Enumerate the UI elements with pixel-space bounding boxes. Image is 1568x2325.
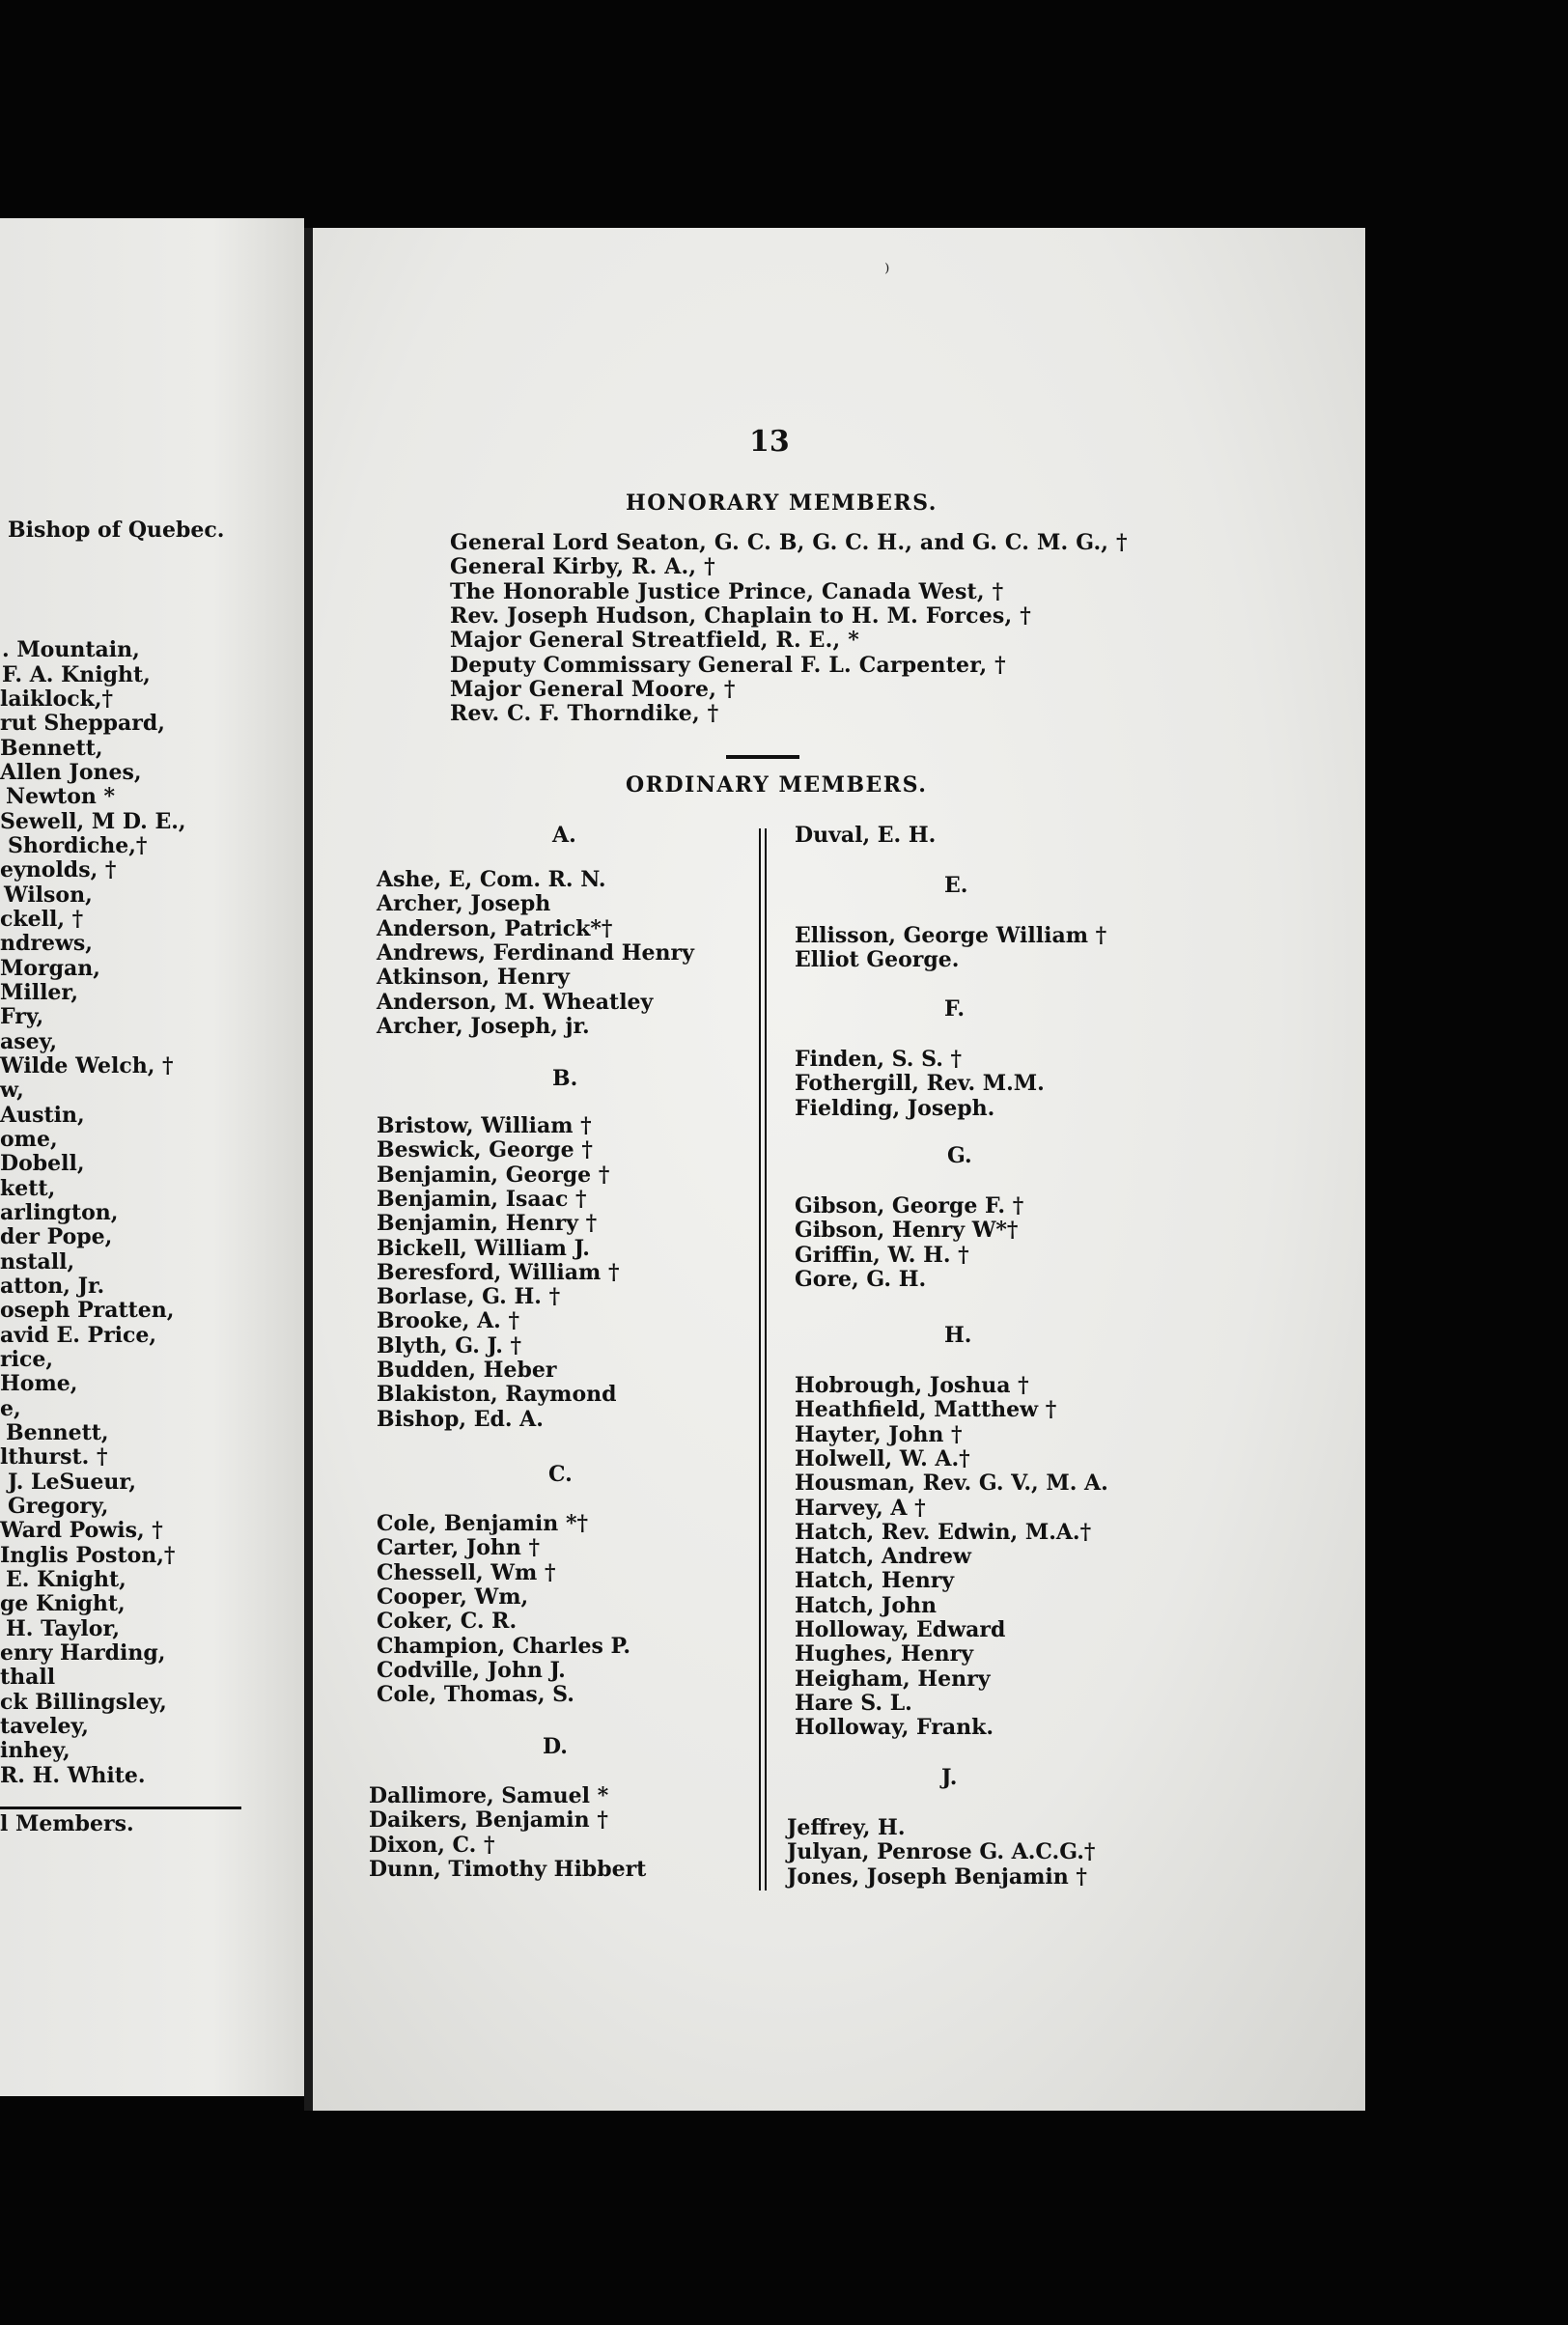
member-entry: Heathfield, Matthew † bbox=[795, 1397, 1057, 1423]
margin-mark: ⁾ bbox=[884, 261, 890, 285]
left-fragment-line: Wilson, bbox=[4, 882, 93, 908]
member-entry: Codville, John J. bbox=[377, 1657, 566, 1683]
member-entry: Jones, Joseph Benjamin † bbox=[787, 1863, 1087, 1890]
left-fragment-line: l Members. bbox=[0, 1811, 134, 1836]
member-entry: Blyth, G. J. † bbox=[377, 1332, 522, 1359]
member-entry: Bickell, William J. bbox=[377, 1235, 590, 1261]
member-entry: Daikers, Benjamin † bbox=[369, 1807, 608, 1834]
member-entry: Carter, John † bbox=[377, 1535, 541, 1561]
member-entry: Cole, Benjamin *† bbox=[377, 1511, 588, 1536]
honorary-member: General Lord Seaton, G. C. B, G. C. H., and G. C. M. G., † bbox=[450, 530, 1128, 555]
member-entry: Harvey, A † bbox=[795, 1495, 926, 1521]
section-letter: A. bbox=[552, 823, 576, 848]
left-fragment-line: atton, Jr. bbox=[0, 1274, 105, 1299]
member-entry: Elliot George. bbox=[795, 947, 960, 973]
left-fragment-line: taveley, bbox=[0, 1714, 89, 1739]
member-entry: Benjamin, George † bbox=[377, 1162, 610, 1188]
member-entry: Budden, Heber bbox=[377, 1358, 557, 1383]
left-fragment-line: nstall, bbox=[0, 1249, 75, 1275]
left-fragment-line: Allen Jones, bbox=[0, 760, 142, 785]
left-fragment-line: laiklock,† bbox=[0, 686, 114, 712]
section-letter: F. bbox=[944, 996, 966, 1022]
section-letter: G. bbox=[947, 1143, 972, 1168]
honorary-member: Major General Moore, † bbox=[450, 676, 736, 702]
section-letter: H. bbox=[944, 1323, 972, 1348]
left-fragment-line: Shordiche,† bbox=[8, 833, 148, 858]
member-entry: Chessell, Wm † bbox=[377, 1559, 556, 1585]
member-entry: Blakiston, Raymond bbox=[377, 1382, 617, 1408]
member-entry: Housman, Rev. G. V., M. A. bbox=[795, 1471, 1108, 1497]
member-entry: Dunn, Timothy Hibbert bbox=[369, 1856, 647, 1882]
member-entry: Hobrough, Joshua † bbox=[795, 1373, 1029, 1398]
member-entry: Atkinson, Henry bbox=[377, 965, 570, 991]
member-entry: Griffin, W. H. † bbox=[795, 1242, 969, 1268]
left-fragment-line: R. H. White. bbox=[0, 1763, 146, 1788]
honorary-member: The Honorable Justice Prince, Canada West, † bbox=[450, 578, 1004, 604]
left-fragment-line: Bishop of Quebec. bbox=[8, 518, 225, 543]
member-entry: Bristow, William † bbox=[377, 1113, 592, 1138]
left-fragment-line: ndrews, bbox=[0, 931, 93, 956]
member-entry: Hatch, Andrew bbox=[795, 1544, 971, 1570]
left-fragment-line: . Mountain, bbox=[2, 637, 140, 662]
left-fragment-line: Wilde Welch, † bbox=[0, 1053, 174, 1078]
left-fragment-line: rut Sheppard, bbox=[0, 711, 165, 736]
member-entry: Cole, Thomas, S. bbox=[377, 1682, 574, 1708]
left-fragment-line: ome, bbox=[0, 1127, 58, 1152]
member-entry: Hayter, John † bbox=[795, 1421, 963, 1447]
member-entry: Borlase, G. H. † bbox=[377, 1284, 561, 1310]
member-entry: Hare S. L. bbox=[795, 1690, 912, 1716]
column-rule-1 bbox=[759, 828, 761, 1891]
left-fragment-line: thall bbox=[0, 1665, 56, 1690]
left-fragment-line: Bennett, bbox=[0, 736, 103, 761]
member-entry: Dallimore, Samuel * bbox=[369, 1783, 609, 1808]
honorary-member: Deputy Commissary General F. L. Carpenter, † bbox=[450, 652, 1006, 678]
honorary-member: Rev. C. F. Thorndike, † bbox=[450, 701, 719, 727]
left-fragment-line: Gregory, bbox=[8, 1494, 109, 1519]
section-letter: C. bbox=[548, 1462, 573, 1487]
column-rule-2 bbox=[765, 828, 767, 1891]
member-entry: Brooke, A. † bbox=[377, 1308, 519, 1334]
member-entry: Cooper, Wm, bbox=[377, 1583, 529, 1610]
left-fragment-line: eynolds, † bbox=[0, 857, 117, 882]
left-fragment-line: inhey, bbox=[0, 1738, 70, 1763]
honorary-member: Major General Streatfield, R. E., * bbox=[450, 628, 859, 654]
left-fragment-line: e, bbox=[0, 1396, 21, 1421]
left-fragment-line: Fry, bbox=[0, 1004, 44, 1029]
left-fragment-line: Dobell, bbox=[0, 1151, 85, 1176]
member-entry: Anderson, M. Wheatley bbox=[377, 989, 654, 1015]
member-entry: Jeffrey, H. bbox=[787, 1815, 906, 1840]
left-fragment-line: Inglis Poston,† bbox=[0, 1543, 176, 1568]
left-fragment-line: Miller, bbox=[0, 980, 79, 1005]
left-fragment-line: Ward Powis, † bbox=[0, 1518, 163, 1543]
section-letter: E. bbox=[944, 873, 968, 898]
member-entry: Archer, Joseph bbox=[377, 891, 551, 917]
left-fragment-line: ckell, † bbox=[0, 907, 84, 932]
honorary-heading: HONORARY MEMBERS. bbox=[626, 490, 938, 516]
left-fragment-line: Newton * bbox=[6, 784, 116, 809]
left-fragment-line: lthurst. † bbox=[0, 1444, 108, 1470]
member-entry: Gore, G. H. bbox=[795, 1266, 927, 1292]
left-fragment-line: oseph Pratten, bbox=[0, 1298, 175, 1323]
member-entry: Heigham, Henry bbox=[795, 1666, 991, 1692]
member-entry: Hatch, John bbox=[795, 1592, 937, 1618]
left-fragment-line: w, bbox=[0, 1078, 24, 1103]
honorary-member: General Kirby, R. A., † bbox=[450, 554, 715, 580]
member-entry: Andrews, Ferdinand Henry bbox=[377, 939, 694, 966]
section-letter: B. bbox=[552, 1066, 578, 1091]
member-entry: Fothergill, Rev. M.M. bbox=[795, 1071, 1045, 1097]
left-fragment-line: kett, bbox=[0, 1176, 56, 1201]
member-entry: Beresford, William † bbox=[377, 1259, 620, 1285]
member-entry: Coker, C. R. bbox=[377, 1609, 518, 1635]
page-gutter bbox=[304, 228, 313, 2111]
member-entry: Julyan, Penrose G. A.C.G.† bbox=[787, 1839, 1096, 1865]
left-fragment-line: avid E. Price, bbox=[0, 1323, 157, 1348]
member-entry: Bishop, Ed. A. bbox=[377, 1406, 544, 1432]
left-fragment-line: ck Billingsley, bbox=[0, 1690, 167, 1715]
member-entry: Archer, Joseph, jr. bbox=[377, 1013, 590, 1039]
section-letter: J. bbox=[941, 1765, 958, 1790]
left-fragment-line: F. A. Knight, bbox=[2, 662, 151, 687]
left-fragment-line: rice, bbox=[0, 1347, 53, 1372]
left-fragment-line: Morgan, bbox=[0, 956, 100, 981]
left-fragment-line: ge Knight, bbox=[0, 1591, 126, 1616]
member-entry: Hatch, Rev. Edwin, M.A.† bbox=[795, 1519, 1092, 1545]
ordinary-heading: ORDINARY MEMBERS. bbox=[626, 772, 928, 798]
member-entry: Beswick, George † bbox=[377, 1137, 593, 1163]
left-fragment-line: asey, bbox=[0, 1029, 57, 1054]
member-entry: Gibson, George F. † bbox=[795, 1193, 1024, 1219]
member-entry: Benjamin, Isaac † bbox=[377, 1186, 587, 1212]
member-entry: Benjamin, Henry † bbox=[377, 1211, 598, 1237]
left-fragment-line: E. Knight, bbox=[6, 1567, 126, 1592]
member-entry: Finden, S. S. † bbox=[795, 1047, 963, 1072]
left-fragment-line: Sewell, M D. E., bbox=[0, 809, 186, 834]
left-fragment-line: Austin, bbox=[0, 1103, 85, 1128]
left-fragment-line: Bennett, bbox=[6, 1420, 109, 1445]
page-number: 13 bbox=[749, 425, 790, 459]
member-entry: Duval, E. H. bbox=[795, 823, 937, 848]
left-page-rule bbox=[0, 1807, 241, 1809]
member-entry: Champion, Charles P. bbox=[377, 1633, 631, 1659]
member-entry: Holloway, Edward bbox=[795, 1617, 1006, 1642]
left-fragment-line: enry Harding, bbox=[0, 1640, 166, 1666]
section-divider bbox=[726, 755, 799, 759]
member-entry: Gibson, Henry W*† bbox=[795, 1218, 1019, 1244]
section-letter: D. bbox=[543, 1734, 568, 1759]
member-entry: Hatch, Henry bbox=[795, 1568, 955, 1594]
honorary-member: Rev. Joseph Hudson, Chaplain to H. M. Forces, † bbox=[450, 602, 1031, 629]
member-entry: Ellisson, George William † bbox=[795, 923, 1107, 948]
left-fragment-line: H. Taylor, bbox=[6, 1616, 121, 1641]
left-fragment-line: arlington, bbox=[0, 1200, 119, 1225]
left-fragment-line: der Pope, bbox=[0, 1224, 113, 1249]
member-entry: Fielding, Joseph. bbox=[795, 1095, 995, 1121]
left-fragment-line: Home, bbox=[0, 1371, 78, 1396]
member-entry: Anderson, Patrick*† bbox=[377, 915, 613, 941]
member-entry: Holloway, Frank. bbox=[795, 1715, 994, 1741]
member-entry: Hughes, Henry bbox=[795, 1641, 974, 1667]
member-entry: Holwell, W. A.† bbox=[795, 1445, 970, 1471]
left-fragment-line: J. LeSueur, bbox=[8, 1470, 137, 1495]
member-entry: Ashe, E, Com. R. N. bbox=[377, 867, 606, 892]
member-entry: Dixon, C. † bbox=[369, 1832, 495, 1858]
